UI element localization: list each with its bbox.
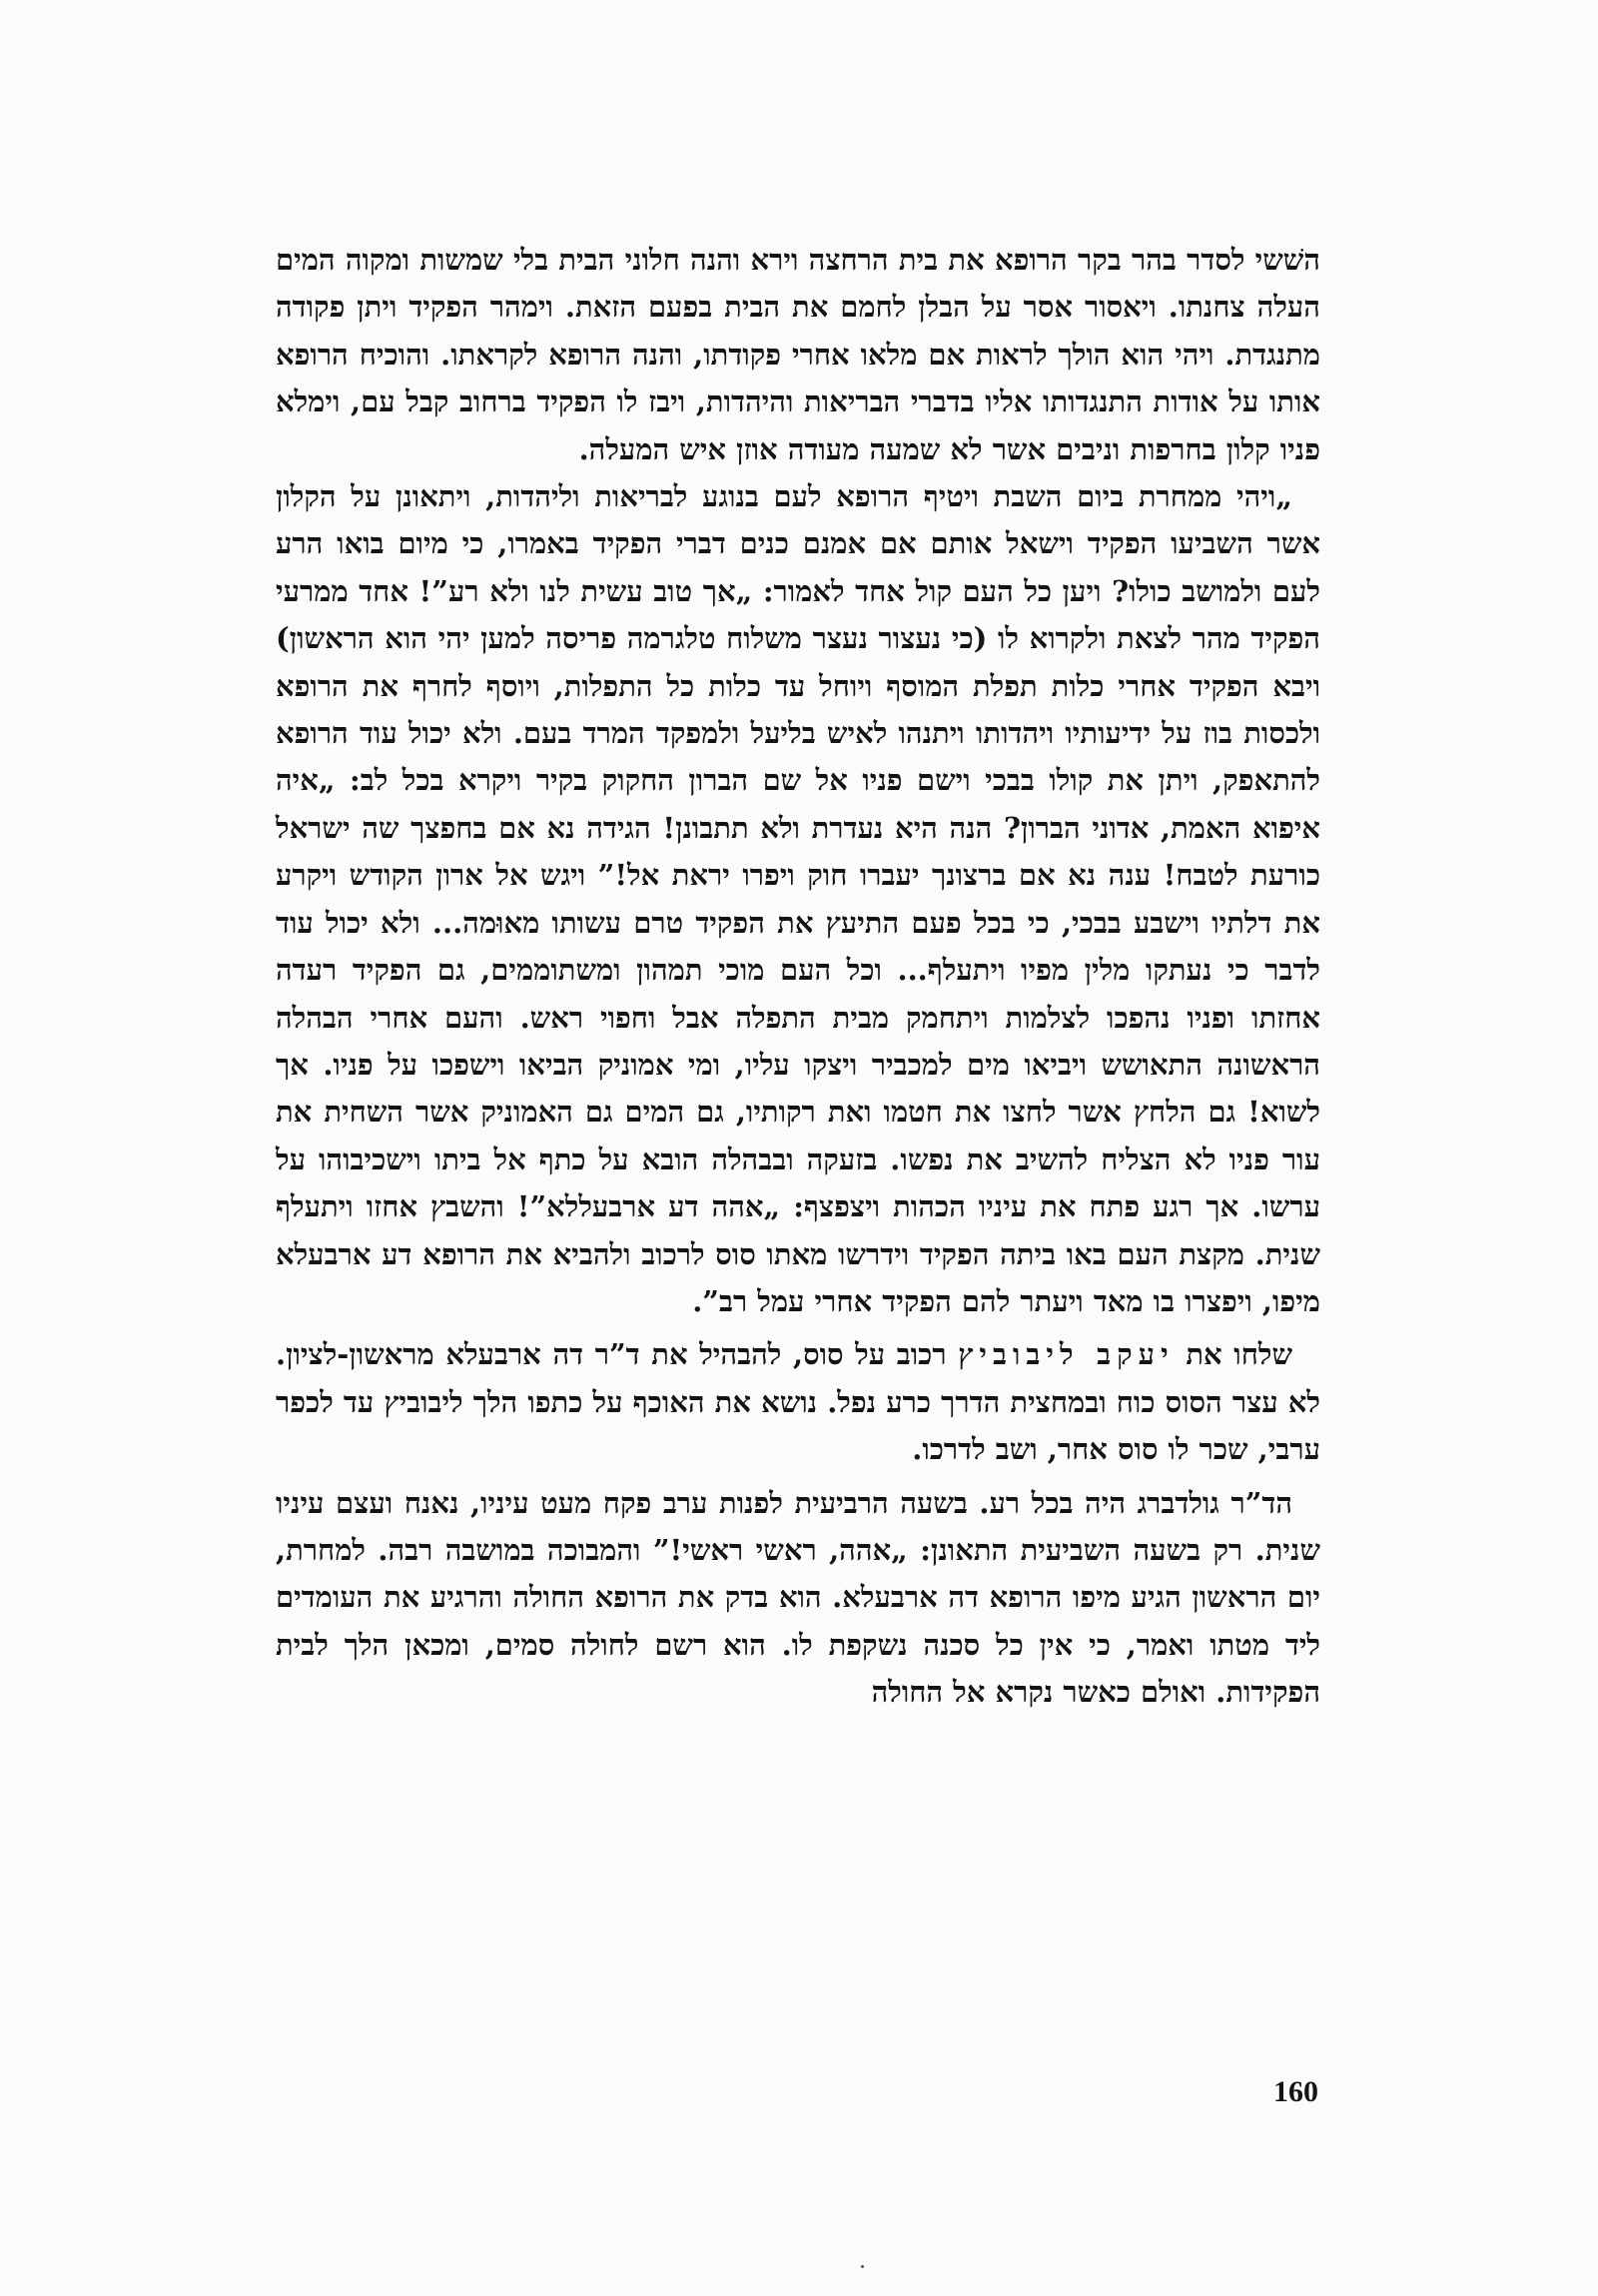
paragraph-bathhouse: השׁשי לסדר בהר בקר הרופא את בית הרחצה וירא והנה חלוני הבית בלי שמשות ומקוה המים העלה צחנתו. ויאסור אסר על הבלן לחמם את הבית בפעם הזאת. וימהר הפקיד ויתן פקודה מתנגדת. ויהי הוא הולך לראות אם מלאו אחרי פקודתו, והנה הרופא לקראתו. והוכיח הרופא אותו על אודות התנגדותו אליו בדברי הבריאות והיהדות, ויבז לו הפקיד ברחוב קבל עם, וימלא פניו קלון בחרפות וניבים אשר לא שמעה מעודה אוזן איש המעלה. bbox=[276, 243, 1320, 466]
paragraph-rider-before: שלחו את bbox=[1174, 1337, 1292, 1372]
paragraph-goldberg: הד”ר גולדברג היה בכל רע. בשעה הרביעית לפנות ערב פקח מעט עיניו, נאנח ועצם עיניו שנית. רק בשעה השביעית התאונן: „אהה, ראשי ראשי!” והמבוכה במושבה רבה. למחרת, יום הראשון הגיע מיפו הרופא דה ארבעלא. הוא בדק את הרופא החולה והרגיע את העומדים ליד מטתו ואמר, כי אין כל סכנה נשקפת לו. הוא רשם לחולה סמים, ומכאן הלך לבית הפקידות. ואולם כאשר נקרא אל החולה bbox=[276, 1485, 1320, 1710]
spaced-name: יעקב ליבוביץ bbox=[958, 1337, 1175, 1372]
paragraph-shabbat-sermon: „ויהי ממחרת ביום השבת ויטיף הרופא לעם בנוגע לבריאות וליהדות, ויתאונן על הקלון אשר השביעו הפקיד וישאל אותם אם אמנם כנים דברי הפקיד באמרו, כי מיום בואו הרע לעם ולמושב כולו? ויען כל העם קול אחד לאמור: „אך טוב עשית לנו ולא רע”! אחד ממרעי הפקיד מהר לצאת ולקרוא לו (כי נעצור נעצר משלוח טלגרמה פריסה למען יהי הוא הראשון) ויבא הפקיד אחרי כלות תפלת המוסף ויוחל עד כלות כל התפלות, ויוסף לחרף את הרופא ולכסות בוז על ידיעותיו ויהדותו ויתנהו לאיש בליעל ולמפקד המרד בעם. ולא יכול עוד הרופא להתאפק, ויתן את קולו בבכי וישם פניו אל שם הברון החקוק בקיר ויקרא בכל לב: „איה איפוא האמת, אדוני הברון? הנה היא נעדרת ולא תתבונן! הגידה נא אם בחפצך שה ישראל כורעת לטבח! ענה נא אם ברצונך יעברו חוק ויפרו יראת אל!” ויגש אל ארון הקודש ויקרע את דלתיו וישבע בבכי, כי בכל פעם התיעץ את הפקיד טרם עשותו מאוּמה... ולא יכול עוד לדבר כי נעתקו מלין מפיו ויתעלף... וכל העם מוכי תמהון ומשתוממים, גם הפקיד רעדה אחזתו ופניו נהפכו לצלמות ויתחמק מבית התפלה אבל וחפוי ראש. והעם אחרי הבהלה הראשונה התאושש ויביאו מים למכביר ויצקו עליו, ומי אמוניק הביאו וישפכו על פניו. אך לשוא! גם הלחץ אשר לחצו את חטמו ואת רקותיו, גם המים גם האמוניק אשר השחית את עור פניו לא הצליח להשיב את נפשו. בזעקה ובבהלה הובא על כתף אל ביתו וישכיבוהו על ערשו. אך רגע פתח את עיניו הכהות ויצפצף: „אהה דע ארבעללא”! והשבץ אחזו ויתעלף שנית. מקצת העם באו ביתה הפקיד וידרשו מאתו סוס לרכוב ולהביא את הרופא דע ארבעלא מיפו, ויפצרו בו מאד ויעתר להם הפקיד אחרי עמל רב”. bbox=[276, 479, 1320, 1318]
paragraph-rider bbox=[276, 1331, 1320, 1473]
scan-speck bbox=[861, 2265, 864, 2268]
page-number: 160 bbox=[1273, 2075, 1318, 2108]
paragraph-rider-after: רכוב על סוס, להבהיל את ד”ר דה ארבעלא מראשון-לציון. לא עצר הסוס כוח ובמחצית הדרך כרע נפל. נושא את האוכף על כתפו הלך ליבוביץ עד לכפר ערבי, שכר לו סוס אחר, ושב לדרכו. bbox=[276, 1337, 1320, 1467]
body-text bbox=[276, 237, 1320, 1717]
